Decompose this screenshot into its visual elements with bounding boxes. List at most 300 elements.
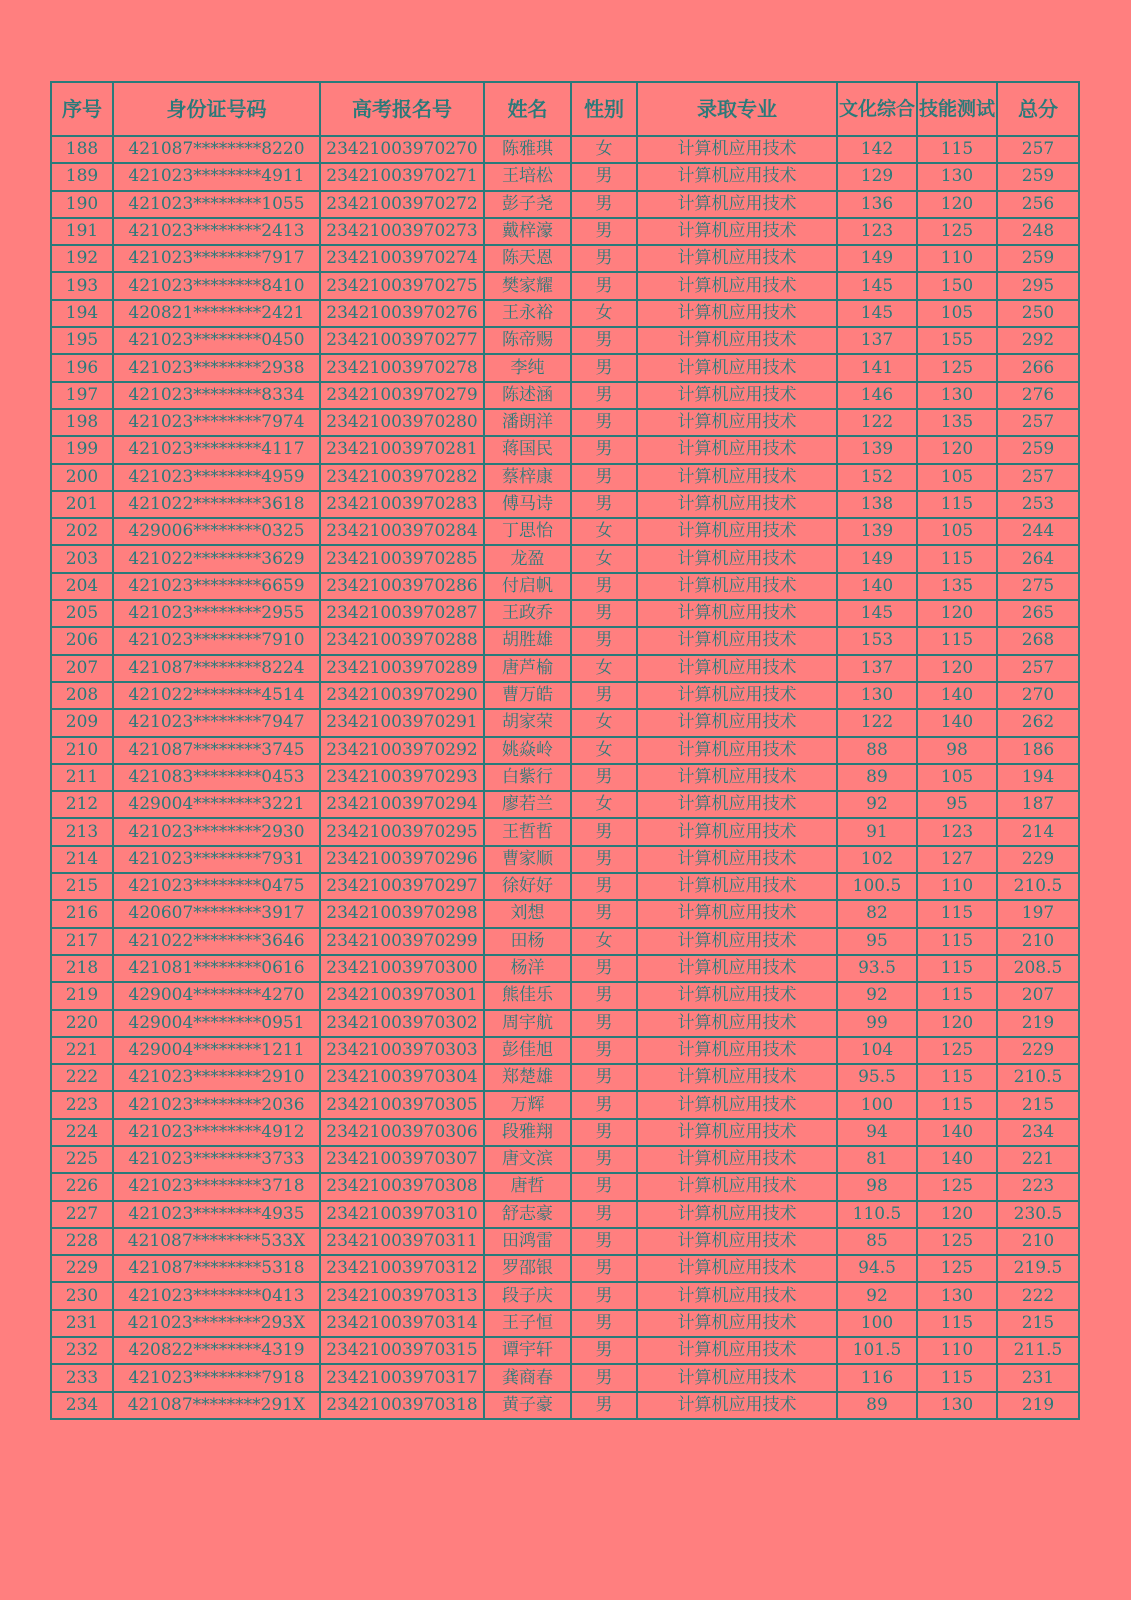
table-row <box>51 1228 1079 1255</box>
cell-gender: 男 <box>571 1392 637 1419</box>
cell-skill-score: 115 <box>917 1091 997 1118</box>
cell-gender: 男 <box>571 846 637 873</box>
cell-major: 计算机应用技术 <box>637 600 837 627</box>
table-row <box>51 1282 1079 1309</box>
cell-gender: 女 <box>571 928 637 955</box>
cell-gender: 男 <box>571 436 637 463</box>
cell-culture-score: 100.5 <box>837 873 917 900</box>
table-row <box>51 1091 1079 1118</box>
table-row <box>51 245 1079 272</box>
cell-major: 计算机应用技术 <box>637 191 837 218</box>
table-row <box>51 846 1079 873</box>
table-row <box>51 900 1079 927</box>
cell-seq: 205 <box>51 600 113 627</box>
cell-registration-number: 23421003970281 <box>320 436 484 463</box>
admission-table <box>50 81 1080 1420</box>
cell-name: 王哲哲 <box>484 818 571 845</box>
cell-skill-score: 130 <box>917 382 997 409</box>
cell-gender: 男 <box>571 1310 637 1337</box>
cell-skill-score: 120 <box>917 600 997 627</box>
cell-registration-number: 23421003970303 <box>320 1037 484 1064</box>
cell-gender: 男 <box>571 163 637 190</box>
table-row <box>51 545 1079 572</box>
cell-total-score: 186 <box>997 737 1079 764</box>
cell-id-number: 421023********4959 <box>113 464 320 491</box>
cell-gender: 女 <box>571 518 637 545</box>
cell-id-number: 421023********2036 <box>113 1091 320 1118</box>
cell-seq: 222 <box>51 1064 113 1091</box>
cell-id-number: 421023********2910 <box>113 1064 320 1091</box>
cell-total-score: 221 <box>997 1146 1079 1173</box>
cell-name: 徐好好 <box>484 873 571 900</box>
cell-seq: 193 <box>51 272 113 299</box>
table-row <box>51 1255 1079 1282</box>
cell-seq: 228 <box>51 1228 113 1255</box>
table-row <box>51 982 1079 1009</box>
cell-name: 舒志豪 <box>484 1201 571 1228</box>
cell-total-score: 231 <box>997 1364 1079 1391</box>
cell-gender: 男 <box>571 1255 637 1282</box>
cell-major: 计算机应用技术 <box>637 1337 837 1364</box>
cell-skill-score: 155 <box>917 327 997 354</box>
cell-total-score: 268 <box>997 627 1079 654</box>
cell-major: 计算机应用技术 <box>637 1364 837 1391</box>
cell-seq: 192 <box>51 245 113 272</box>
cell-major: 计算机应用技术 <box>637 846 837 873</box>
cell-seq: 217 <box>51 928 113 955</box>
table-row <box>51 409 1079 436</box>
cell-name: 丁思怡 <box>484 518 571 545</box>
cell-id-number: 421023********4117 <box>113 436 320 463</box>
cell-id-number: 421023********3718 <box>113 1173 320 1200</box>
cell-name: 田杨 <box>484 928 571 955</box>
cell-skill-score: 120 <box>917 436 997 463</box>
cell-culture-score: 104 <box>837 1037 917 1064</box>
cell-culture-score: 98 <box>837 1173 917 1200</box>
cell-name: 周宇航 <box>484 1010 571 1037</box>
cell-name: 唐哲 <box>484 1173 571 1200</box>
cell-registration-number: 23421003970300 <box>320 955 484 982</box>
cell-registration-number: 23421003970297 <box>320 873 484 900</box>
header-major: 录取专业 <box>637 82 837 136</box>
table-row <box>51 163 1079 190</box>
cell-id-number: 429006********0325 <box>113 518 320 545</box>
cell-seq: 215 <box>51 873 113 900</box>
cell-id-number: 421022********3618 <box>113 491 320 518</box>
cell-seq: 216 <box>51 900 113 927</box>
cell-major: 计算机应用技术 <box>637 982 837 1009</box>
cell-seq: 221 <box>51 1037 113 1064</box>
table-row <box>51 1310 1079 1337</box>
cell-id-number: 421023********4935 <box>113 1201 320 1228</box>
table-row <box>51 1064 1079 1091</box>
cell-major: 计算机应用技术 <box>637 928 837 955</box>
cell-culture-score: 137 <box>837 655 917 682</box>
cell-id-number: 421023********293X <box>113 1310 320 1337</box>
cell-gender: 男 <box>571 764 637 791</box>
cell-gender: 男 <box>571 873 637 900</box>
cell-id-number: 429004********1211 <box>113 1037 320 1064</box>
cell-culture-score: 139 <box>837 518 917 545</box>
cell-major: 计算机应用技术 <box>637 245 837 272</box>
cell-total-score: 207 <box>997 982 1079 1009</box>
cell-name: 王子恒 <box>484 1310 571 1337</box>
cell-culture-score: 93.5 <box>837 955 917 982</box>
cell-major: 计算机应用技术 <box>637 1146 837 1173</box>
cell-seq: 203 <box>51 545 113 572</box>
cell-total-score: 270 <box>997 682 1079 709</box>
table-row <box>51 655 1079 682</box>
cell-major: 计算机应用技术 <box>637 1064 837 1091</box>
cell-registration-number: 23421003970282 <box>320 464 484 491</box>
cell-total-score: 276 <box>997 382 1079 409</box>
cell-registration-number: 23421003970298 <box>320 900 484 927</box>
cell-id-number: 421087********5318 <box>113 1255 320 1282</box>
table-row <box>51 136 1079 163</box>
cell-skill-score: 130 <box>917 163 997 190</box>
cell-major: 计算机应用技术 <box>637 873 837 900</box>
cell-major: 计算机应用技术 <box>637 1282 837 1309</box>
cell-name: 蔡梓康 <box>484 464 571 491</box>
cell-seq: 224 <box>51 1119 113 1146</box>
cell-skill-score: 115 <box>917 1064 997 1091</box>
cell-gender: 男 <box>571 491 637 518</box>
cell-name: 姚焱岭 <box>484 737 571 764</box>
cell-culture-score: 89 <box>837 764 917 791</box>
cell-name: 唐文滨 <box>484 1146 571 1173</box>
table-row <box>51 327 1079 354</box>
cell-id-number: 421023********0450 <box>113 327 320 354</box>
cell-major: 计算机应用技术 <box>637 1119 837 1146</box>
table-row <box>51 600 1079 627</box>
cell-major: 计算机应用技术 <box>637 218 837 245</box>
cell-skill-score: 115 <box>917 982 997 1009</box>
cell-total-score: 215 <box>997 1310 1079 1337</box>
cell-culture-score: 82 <box>837 900 917 927</box>
cell-name: 熊佳乐 <box>484 982 571 1009</box>
cell-total-score: 229 <box>997 1037 1079 1064</box>
cell-name: 傅马诗 <box>484 491 571 518</box>
cell-gender: 男 <box>571 272 637 299</box>
cell-seq: 219 <box>51 982 113 1009</box>
cell-id-number: 429004********3221 <box>113 791 320 818</box>
cell-name: 曹万皓 <box>484 682 571 709</box>
cell-gender: 男 <box>571 191 637 218</box>
cell-culture-score: 145 <box>837 272 917 299</box>
cell-major: 计算机应用技术 <box>637 354 837 381</box>
cell-registration-number: 23421003970305 <box>320 1091 484 1118</box>
cell-registration-number: 23421003970315 <box>320 1337 484 1364</box>
cell-major: 计算机应用技术 <box>637 545 837 572</box>
cell-total-score: 259 <box>997 436 1079 463</box>
cell-total-score: 257 <box>997 464 1079 491</box>
cell-culture-score: 137 <box>837 327 917 354</box>
cell-total-score: 257 <box>997 409 1079 436</box>
cell-gender: 女 <box>571 655 637 682</box>
cell-id-number: 421023********8410 <box>113 272 320 299</box>
cell-skill-score: 105 <box>917 764 997 791</box>
table-row <box>51 1010 1079 1037</box>
cell-culture-score: 152 <box>837 464 917 491</box>
cell-name: 段子庆 <box>484 1282 571 1309</box>
header-total-score: 总分 <box>997 82 1079 136</box>
cell-major: 计算机应用技术 <box>637 1201 837 1228</box>
cell-skill-score: 98 <box>917 737 997 764</box>
cell-id-number: 421087********3745 <box>113 737 320 764</box>
cell-id-number: 421023********0413 <box>113 1282 320 1309</box>
header-registration-number: 高考报名号 <box>320 82 484 136</box>
cell-total-score: 262 <box>997 709 1079 736</box>
cell-registration-number: 23421003970290 <box>320 682 484 709</box>
table-row <box>51 464 1079 491</box>
cell-gender: 男 <box>571 1010 637 1037</box>
cell-skill-score: 140 <box>917 682 997 709</box>
header-gender: 性别 <box>571 82 637 136</box>
cell-culture-score: 95.5 <box>837 1064 917 1091</box>
cell-culture-score: 136 <box>837 191 917 218</box>
cell-skill-score: 115 <box>917 545 997 572</box>
cell-skill-score: 125 <box>917 1228 997 1255</box>
cell-skill-score: 125 <box>917 1037 997 1064</box>
cell-major: 计算机应用技术 <box>637 900 837 927</box>
cell-name: 蒋国民 <box>484 436 571 463</box>
cell-id-number: 421023********2413 <box>113 218 320 245</box>
cell-gender: 男 <box>571 327 637 354</box>
cell-culture-score: 122 <box>837 709 917 736</box>
cell-registration-number: 23421003970273 <box>320 218 484 245</box>
cell-registration-number: 23421003970307 <box>320 1146 484 1173</box>
cell-total-score: 248 <box>997 218 1079 245</box>
cell-skill-score: 135 <box>917 573 997 600</box>
cell-gender: 女 <box>571 737 637 764</box>
cell-registration-number: 23421003970288 <box>320 627 484 654</box>
table-row <box>51 218 1079 245</box>
cell-name: 陈雅琪 <box>484 136 571 163</box>
cell-seq: 191 <box>51 218 113 245</box>
cell-major: 计算机应用技术 <box>637 737 837 764</box>
cell-culture-score: 85 <box>837 1228 917 1255</box>
cell-total-score: 219.5 <box>997 1255 1079 1282</box>
cell-registration-number: 23421003970270 <box>320 136 484 163</box>
cell-name: 谭宇轩 <box>484 1337 571 1364</box>
cell-name: 曹家顺 <box>484 846 571 873</box>
cell-skill-score: 110 <box>917 1337 997 1364</box>
cell-name: 王培松 <box>484 163 571 190</box>
cell-skill-score: 135 <box>917 409 997 436</box>
cell-culture-score: 139 <box>837 436 917 463</box>
cell-id-number: 421023********4912 <box>113 1119 320 1146</box>
cell-total-score: 244 <box>997 518 1079 545</box>
cell-culture-score: 149 <box>837 545 917 572</box>
table-row <box>51 682 1079 709</box>
cell-seq: 220 <box>51 1010 113 1037</box>
cell-name: 万辉 <box>484 1091 571 1118</box>
cell-seq: 209 <box>51 709 113 736</box>
cell-skill-score: 115 <box>917 627 997 654</box>
cell-skill-score: 125 <box>917 218 997 245</box>
cell-skill-score: 140 <box>917 709 997 736</box>
cell-id-number: 429004********0951 <box>113 1010 320 1037</box>
cell-id-number: 421023********0475 <box>113 873 320 900</box>
table-row <box>51 436 1079 463</box>
cell-skill-score: 140 <box>917 1119 997 1146</box>
cell-total-score: 210.5 <box>997 1064 1079 1091</box>
cell-total-score: 292 <box>997 327 1079 354</box>
cell-gender: 男 <box>571 1064 637 1091</box>
cell-name: 彭子尧 <box>484 191 571 218</box>
cell-seq: 223 <box>51 1091 113 1118</box>
cell-culture-score: 95 <box>837 928 917 955</box>
cell-gender: 男 <box>571 627 637 654</box>
cell-skill-score: 120 <box>917 1010 997 1037</box>
cell-name: 白紫行 <box>484 764 571 791</box>
cell-name: 李纯 <box>484 354 571 381</box>
cell-skill-score: 123 <box>917 818 997 845</box>
cell-culture-score: 100 <box>837 1091 917 1118</box>
cell-id-number: 421087********533X <box>113 1228 320 1255</box>
cell-gender: 女 <box>571 545 637 572</box>
cell-registration-number: 23421003970318 <box>320 1392 484 1419</box>
cell-skill-score: 105 <box>917 464 997 491</box>
cell-gender: 男 <box>571 1337 637 1364</box>
cell-total-score: 234 <box>997 1119 1079 1146</box>
cell-registration-number: 23421003970308 <box>320 1173 484 1200</box>
cell-seq: 234 <box>51 1392 113 1419</box>
cell-seq: 211 <box>51 764 113 791</box>
cell-major: 计算机应用技术 <box>637 1310 837 1337</box>
cell-skill-score: 125 <box>917 354 997 381</box>
header-name: 姓名 <box>484 82 571 136</box>
cell-major: 计算机应用技术 <box>637 764 837 791</box>
cell-major: 计算机应用技术 <box>637 709 837 736</box>
cell-id-number: 421023********3733 <box>113 1146 320 1173</box>
cell-culture-score: 145 <box>837 600 917 627</box>
cell-gender: 女 <box>571 136 637 163</box>
cell-gender: 男 <box>571 900 637 927</box>
header-seq: 序号 <box>51 82 113 136</box>
cell-registration-number: 23421003970283 <box>320 491 484 518</box>
cell-total-score: 187 <box>997 791 1079 818</box>
cell-gender: 男 <box>571 573 637 600</box>
cell-skill-score: 130 <box>917 1392 997 1419</box>
cell-id-number: 421087********291X <box>113 1392 320 1419</box>
cell-registration-number: 23421003970276 <box>320 300 484 327</box>
cell-gender: 男 <box>571 1228 637 1255</box>
cell-registration-number: 23421003970295 <box>320 818 484 845</box>
cell-total-score: 210 <box>997 1228 1079 1255</box>
cell-id-number: 421083********0453 <box>113 764 320 791</box>
cell-culture-score: 129 <box>837 163 917 190</box>
cell-culture-score: 142 <box>837 136 917 163</box>
cell-skill-score: 125 <box>917 1255 997 1282</box>
cell-culture-score: 141 <box>837 354 917 381</box>
cell-major: 计算机应用技术 <box>637 1255 837 1282</box>
cell-registration-number: 23421003970299 <box>320 928 484 955</box>
cell-name: 黄子豪 <box>484 1392 571 1419</box>
cell-id-number: 429004********4270 <box>113 982 320 1009</box>
cell-id-number: 421023********7918 <box>113 1364 320 1391</box>
cell-registration-number: 23421003970279 <box>320 382 484 409</box>
cell-major: 计算机应用技术 <box>637 682 837 709</box>
cell-gender: 男 <box>571 218 637 245</box>
cell-id-number: 420821********2421 <box>113 300 320 327</box>
table-row <box>51 272 1079 299</box>
cell-registration-number: 23421003970310 <box>320 1201 484 1228</box>
cell-seq: 201 <box>51 491 113 518</box>
table-row <box>51 1392 1079 1419</box>
cell-total-score: 219 <box>997 1392 1079 1419</box>
cell-total-score: 215 <box>997 1091 1079 1118</box>
cell-seq: 194 <box>51 300 113 327</box>
cell-registration-number: 23421003970301 <box>320 982 484 1009</box>
cell-registration-number: 23421003970312 <box>320 1255 484 1282</box>
cell-gender: 男 <box>571 982 637 1009</box>
table-row <box>51 300 1079 327</box>
cell-culture-score: 130 <box>837 682 917 709</box>
table-row <box>51 354 1079 381</box>
cell-id-number: 421023********4911 <box>113 163 320 190</box>
cell-skill-score: 120 <box>917 1201 997 1228</box>
cell-gender: 女 <box>571 709 637 736</box>
cell-gender: 男 <box>571 409 637 436</box>
cell-skill-score: 105 <box>917 300 997 327</box>
cell-id-number: 421022********3646 <box>113 928 320 955</box>
header-id-number: 身份证号码 <box>113 82 320 136</box>
cell-culture-score: 94.5 <box>837 1255 917 1282</box>
table-row <box>51 873 1079 900</box>
table-row <box>51 1201 1079 1228</box>
cell-id-number: 421023********6659 <box>113 573 320 600</box>
cell-registration-number: 23421003970274 <box>320 245 484 272</box>
cell-name: 龙盈 <box>484 545 571 572</box>
cell-skill-score: 110 <box>917 873 997 900</box>
cell-skill-score: 95 <box>917 791 997 818</box>
table-row <box>51 1364 1079 1391</box>
cell-culture-score: 94 <box>837 1119 917 1146</box>
cell-major: 计算机应用技术 <box>637 382 837 409</box>
table-row <box>51 737 1079 764</box>
cell-skill-score: 115 <box>917 955 997 982</box>
cell-name: 罗邵银 <box>484 1255 571 1282</box>
cell-culture-score: 140 <box>837 573 917 600</box>
cell-id-number: 421023********7974 <box>113 409 320 436</box>
cell-name: 刘想 <box>484 900 571 927</box>
cell-total-score: 219 <box>997 1010 1079 1037</box>
cell-total-score: 208.5 <box>997 955 1079 982</box>
cell-total-score: 211.5 <box>997 1337 1079 1364</box>
cell-gender: 男 <box>571 245 637 272</box>
cell-culture-score: 92 <box>837 1282 917 1309</box>
cell-culture-score: 99 <box>837 1010 917 1037</box>
cell-major: 计算机应用技术 <box>637 1037 837 1064</box>
cell-registration-number: 23421003970304 <box>320 1064 484 1091</box>
cell-registration-number: 23421003970289 <box>320 655 484 682</box>
cell-name: 杨洋 <box>484 955 571 982</box>
cell-gender: 男 <box>571 464 637 491</box>
cell-gender: 女 <box>571 300 637 327</box>
cell-seq: 207 <box>51 655 113 682</box>
table-row <box>51 818 1079 845</box>
cell-registration-number: 23421003970291 <box>320 709 484 736</box>
cell-seq: 208 <box>51 682 113 709</box>
cell-name: 唐芦榆 <box>484 655 571 682</box>
header-culture-score: 文化综合 <box>837 82 917 136</box>
cell-major: 计算机应用技术 <box>637 655 837 682</box>
cell-id-number: 421023********2930 <box>113 818 320 845</box>
cell-major: 计算机应用技术 <box>637 1173 837 1200</box>
cell-seq: 188 <box>51 136 113 163</box>
cell-gender: 男 <box>571 382 637 409</box>
